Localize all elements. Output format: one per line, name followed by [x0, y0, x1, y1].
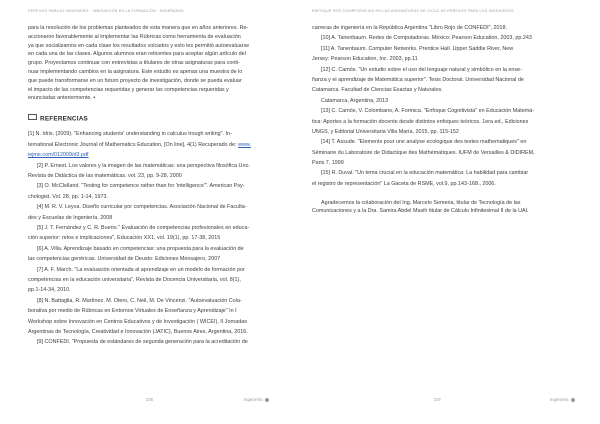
intro-line: en cada una de las clases. Algunos alumnos eran reticentes para aceptar algún artículo del [28, 51, 246, 58]
references-list [28, 130, 274, 347]
reference-line [312, 169, 572, 178]
brand-dot-icon [571, 398, 575, 402]
reference-line [28, 245, 274, 254]
reference-line [312, 66, 572, 75]
footer-brand [550, 397, 575, 402]
reference-line [28, 224, 274, 233]
references-heading-label: REFERENCIAS [40, 115, 89, 123]
reference-line-text: [4] M. R. V. Leyva. Diseño curricular por competencias. Asociación Nacional de Faculta- [37, 204, 247, 211]
reference-line [312, 24, 572, 33]
intro-line: para la resolución de los problemas planteados de esta manera que en años anteriores. Re- [28, 25, 249, 31]
reference-line-text: borativa por medio de Rúbricas en Entornos Virtuales de Enseñanza y Aprendizaje" In I [28, 308, 237, 315]
acknowledgement-line: Agradecemos la colaboración del Ing. Marcelo Semeria, titular de Tecnología de las [321, 199, 521, 206]
reference-line [312, 107, 572, 116]
reference-line-text: Argentinas de Tecnología, Creatividad e Innovación (JATIC), Buenos Aires, Argentina, 2016. [28, 328, 248, 335]
reference-link[interactable]: iejme.com/012009/d3.pdf [28, 152, 89, 159]
reference-line [28, 286, 274, 295]
running-head: ENFOQUE POR COMPETENCIAS EN LAS ASIGNATURAS DE CICLO DE PERFILES PARA LOS INGENIEROS [312, 9, 514, 13]
page-number: 336 [146, 397, 153, 402]
reference-line [28, 130, 274, 139]
reference-line-text: ción superior: retos e implicaciones", Educación XX1, vol. 19(1), pp. 17-38, 2015 [28, 235, 221, 242]
reference-line [28, 182, 274, 191]
intro-line: ya que socializamos en cada clase los resultados volcados y esto les permitió autoevaluarse [28, 42, 250, 49]
reference-line-text: ñanza y el aprendizaje de Matemática superior". Tesis Doctoral. Universidad Nacional de [312, 76, 524, 83]
reference-line-text: Paris 7, 1999 [312, 160, 344, 167]
reference-line-text: el registro de representación" La Gaceta de RSME, vol.9, pp.143-168., 2006. [312, 180, 496, 187]
reference-line [312, 159, 572, 168]
reference-line-text: Revista de Didáctica de las matemáticas. vol. 23, pp. 9-28, 2000 [28, 173, 182, 180]
reference-line [312, 180, 572, 189]
intro-line: grupo. Proyectamos continuar con entrevistas a titulares de otras asignaturas para conti- [28, 60, 240, 67]
acknowledgement-line: Comunicaciones y a la Dra. Samira Abdel Masih titular de Cálculo Infinitesimal II de la UAI. [312, 208, 529, 215]
reference-line [28, 193, 274, 202]
reference-line [312, 86, 572, 95]
reference-line [28, 297, 274, 306]
reference-line-text: Catamarca, Argentina, 2013 [321, 97, 389, 104]
reference-line-text: las competencias genéricas. Universidad de Deusto: Ediciones Mensajero, 2007 [28, 256, 221, 263]
reference-link[interactable]: www. [238, 141, 251, 148]
reference-line [28, 234, 274, 243]
reference-line [28, 318, 274, 327]
reference-line-text: chologist. Vol. 28, pp. 1-14, 1973. [28, 193, 109, 200]
right-page [300, 0, 600, 424]
reference-line-text: Workshop sobre Innovación en Centros Educativos y de Investigación ( WICEI), II Jornadas [28, 318, 247, 325]
reference-line-text: [15] R. Duval. "Un tema crucial en la educación matemática: La habilidad para cambiar [321, 170, 529, 177]
reference-line-text: [1] N. Idris. (2009). "Enhancing students' understanding in calculus trough writing". In- [28, 131, 232, 138]
footer-brand [244, 397, 269, 402]
reference-line-text: [3] O. McClelland. "Testing for competence rather than for 'intelligence'". American Psy- [37, 183, 245, 190]
reference-line [28, 307, 274, 316]
reference-line-text: carreras de ingeniería en la República Argentina "Libro Rojo de CONFEDI", 2018. [312, 25, 508, 31]
left-body [28, 24, 274, 349]
reference-line [312, 34, 572, 43]
reference-line-text: [9] CONFEDI. "Propuesta de estándares de segunda generación para la acreditación de [37, 339, 248, 346]
reference-line [312, 149, 572, 158]
reference-line-text: pp.1-14-34, 2010. [28, 287, 71, 294]
intro-line: el impacto de las competencias requeridas y generar las competencias requeridas y [28, 86, 229, 93]
reference-line [312, 128, 572, 137]
intro-line: nuar implementando cambios en la asignatura. Este estudio es apenas una muestra de lo [28, 68, 243, 75]
reference-line-text: [14] T. Assude. "Elements pour une analyse ecologique des textes mathematiques" en [321, 139, 527, 146]
reference-line-text: [10] A. Tanenbaum. Redes de Computadoras. México: Pearson Education, 2003, pp.243 [321, 35, 532, 42]
reference-line [312, 76, 572, 85]
reference-line-text: UNGS, y Editorial Universitaria Villa María, 2015, pp. 115-152 [312, 128, 459, 135]
references-heading [28, 114, 274, 124]
reference-line-text: [2] P. Ernest. Los valores y la imagen de las matemáticas: una perspectiva filosófica Uno. [37, 162, 250, 169]
references-list-continued [312, 24, 572, 189]
reference-line [312, 45, 572, 54]
reference-line [28, 276, 274, 285]
section-marker-icon [28, 114, 37, 120]
reference-line [28, 255, 274, 264]
reference-line-text: competencias en la educación universitaria", Revista de Docencia Universitaria, vol. 8(1), [28, 276, 241, 283]
reference-line [28, 141, 274, 150]
reference-line-text: [8] N. Battaglia, R. Martínez, M. Otero, C. Neil, M. De Vincenzi. "Autoevaluación Cola- [37, 297, 242, 304]
reference-line [28, 172, 274, 181]
acknowledgements [312, 199, 572, 217]
reference-line-text: [7] A. F. March. "La evaluación orientada al aprendizaje en un modelo de formación por [37, 266, 245, 273]
reference-line-text: des y Escuelas de Ingeniería, 2008 [28, 214, 113, 221]
running-head: PERFILES PARA EL INGENIERO · INNOVACIÓN EN LA FORMACIÓN · ENSEÑANZA [28, 9, 184, 13]
reference-line [28, 203, 274, 212]
reference-line-text: [12] C. Camós. "Un estudio sobre el uso del lenguaje natural y simbólico en la ense- [321, 66, 522, 73]
reference-line [28, 151, 274, 160]
reference-line-text: tica: Aportes a la formación docente desde distintos enfoques teóricos. 1era ed., Ediciones [312, 118, 529, 125]
reference-line-text: [6] A. Villa. Aprendizaje basado en competencias: una propuesta para la evaluación de [37, 245, 244, 252]
reference-line [28, 338, 274, 347]
reference-line-text: Séminaire du Laboratoire de Didactique des Mathématiques. IUFM de Versailles & DIDIREM, [312, 149, 535, 156]
reference-line-text: [13] C. Camós, V. Colombano, A. Formica. "Enfoque Cognitivista" en Educación Matemá- [321, 108, 535, 115]
intro-paragraph [28, 24, 274, 103]
reference-line [28, 162, 274, 171]
reference-line-text: Catamarca. Facultad de Ciencias Exactas y Naturales. [312, 87, 443, 94]
reference-line [28, 266, 274, 275]
footer-brand-label: Ingeniería [244, 397, 263, 402]
reference-line-text: [11] A. Tanenbaum. Computer Networks. Prentice Hall. Upper Saddle River, New [321, 45, 514, 52]
footer-brand-label: Ingeniería [550, 397, 569, 402]
reference-line [312, 118, 572, 127]
reference-line [312, 97, 572, 106]
intro-line: enunciadas anteriormente. ▪ [28, 95, 96, 102]
reference-line-text: [5] J. T. Fernández y C. R. Bueno." Evaluación de competencias profesionales en educa- [37, 224, 250, 231]
reference-line-text: ternational Electronic Journal of Mathematics Education, [On line], 4(1) Recuperado de: [28, 141, 239, 148]
reference-line [28, 214, 274, 223]
reference-line-text: Jersey: Pearson Education, Inc. 2003, pp.11 [312, 56, 418, 63]
right-body [312, 24, 572, 216]
intro-line: que puede transformarse en un futuro proyecto de investigación, donde se pueda evaluar [28, 77, 242, 84]
reference-line [28, 328, 274, 337]
reference-line [312, 55, 572, 64]
reference-line [312, 138, 572, 147]
brand-dot-icon [265, 398, 269, 402]
intro-line: accionaron favorablemente al implementar las Rúbricas como herramienta de evaluación [28, 33, 241, 40]
page-number: 337 [434, 397, 441, 402]
